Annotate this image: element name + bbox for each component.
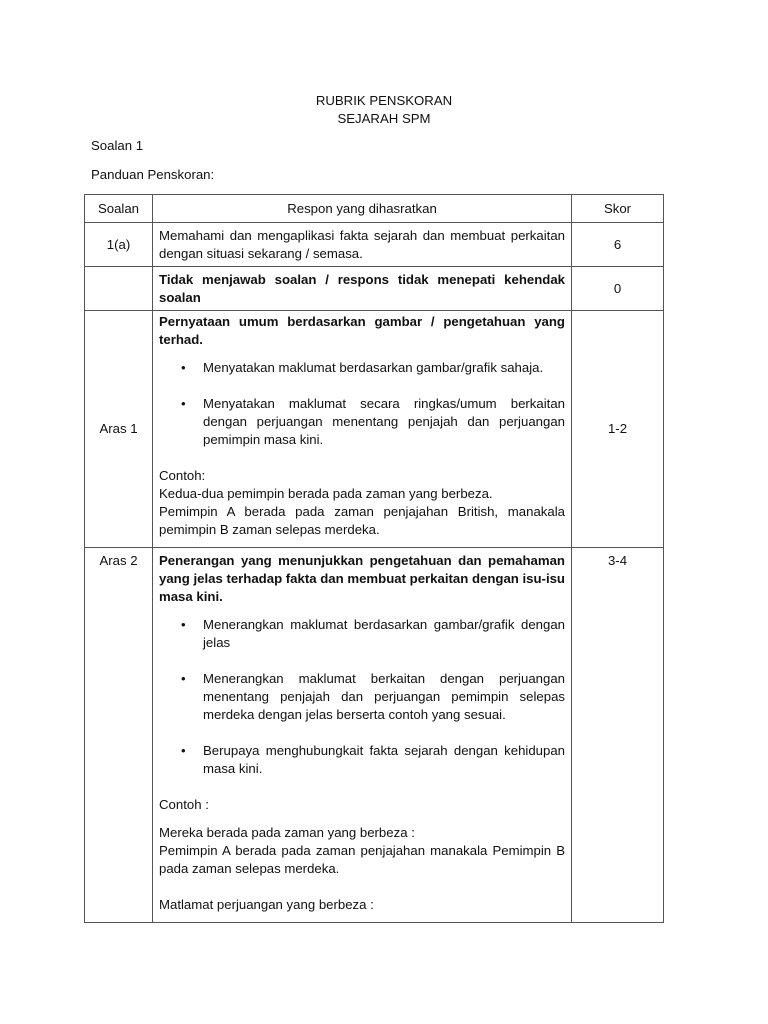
table-header-row bbox=[85, 195, 664, 223]
row-aras2-respon-cell bbox=[153, 548, 572, 923]
row-aras2-skor-cell bbox=[572, 548, 664, 923]
header-respon: Respon yang dihasratkan bbox=[153, 195, 572, 223]
row-aras1-contoh-line: Kedua-dua pemimpin berada pada zaman yang berbeza. bbox=[159, 486, 493, 501]
scoring-table bbox=[84, 194, 664, 923]
question-label: Soalan 1 bbox=[91, 138, 144, 153]
list-item: • Menyatakan maklumat berdasarkan gambar/grafik sahaja. bbox=[203, 359, 565, 377]
row-aras2-heading: Penerangan yang menunjukkan pengetahuan dan pemahaman yang jelas terhadap fakta dan membuat perkaitan dengan isu-isu masa kini. bbox=[159, 553, 565, 604]
list-item: • Menyatakan maklumat secara ringkas/umum berkaitan dengan perjuangan menentang penjajah dan perjuangan pemimpin masa kini. bbox=[203, 395, 565, 449]
row-aras1-respon-cell bbox=[153, 311, 572, 548]
guide-label: Panduan Penskoran: bbox=[91, 167, 215, 182]
table-row bbox=[85, 267, 664, 311]
row-aras1-contoh-label: Contoh: bbox=[159, 468, 206, 483]
spacer bbox=[159, 778, 565, 796]
document-title: RUBRIK PENSKORAN bbox=[315, 93, 453, 108]
spacer bbox=[159, 814, 565, 824]
row-q-respon: Memahami dan mengaplikasi fakta sejarah dan membuat perkaitan dengan situasi sekarang / semasa. bbox=[159, 227, 565, 261]
row-aras2-bullet-list bbox=[159, 616, 565, 778]
row-aras2-skor: 3-4 bbox=[607, 553, 628, 568]
row-aras2-soalan: Aras 2 bbox=[99, 553, 138, 568]
row-aras1-contoh-line: Pemimpin A berada pada zaman penjajahan British, manakala pemimpin B zaman selepas merdeka. bbox=[159, 504, 565, 537]
header-skor: Skor bbox=[572, 195, 664, 223]
row-aras2-content bbox=[153, 548, 571, 916]
table-row bbox=[85, 311, 664, 548]
row-aras2-contoh-line: Pemimpin A berada pada zaman penjajahan manakala Pemimpin B pada zaman selepas merdeka. bbox=[159, 843, 565, 876]
row-zero-respon-cell bbox=[153, 267, 572, 311]
row-zero-skor: 0 bbox=[572, 267, 664, 311]
row-aras1-bullet-list bbox=[159, 359, 565, 449]
list-item: • Menerangkan maklumat berdasarkan gambar/grafik dengan jelas bbox=[203, 616, 565, 652]
row-aras2-soalan-cell bbox=[85, 548, 153, 923]
row-aras1-soalan: Aras 1 bbox=[85, 311, 153, 548]
table-row bbox=[85, 548, 664, 923]
row-aras1-skor: 1-2 bbox=[572, 311, 664, 548]
list-item: • Menerangkan maklumat berkaitan dengan perjuangan menentang penjajah dan perjuangan pemimpin selepas merdeka dengan jelas berserta contoh yang sesuai. bbox=[203, 670, 565, 724]
row-aras1-content bbox=[153, 311, 571, 541]
row-aras1-heading: Pernyataan umum berdasarkan gambar / pengetahuan yang terhad. bbox=[159, 314, 565, 347]
row-aras2-contoh-label: Contoh : bbox=[159, 797, 209, 812]
spacer bbox=[159, 878, 565, 896]
row-zero-soalan bbox=[85, 267, 153, 311]
row-q-respon-cell bbox=[153, 223, 572, 267]
row-q-skor: 6 bbox=[572, 223, 664, 267]
document-subtitle: SEJARAH SPM bbox=[337, 111, 431, 126]
list-item: • Berupaya menghubungkait fakta sejarah dengan kehidupan masa kini. bbox=[203, 742, 565, 778]
row-aras2-closing-line: Matlamat perjuangan yang berbeza : bbox=[159, 897, 374, 912]
table-row bbox=[85, 223, 664, 267]
row-zero-respon: Tidak menjawab soalan / respons tidak menepati kehendak soalan bbox=[159, 271, 565, 305]
header-soalan: Soalan bbox=[85, 195, 153, 223]
row-q-soalan: 1(a) bbox=[85, 223, 153, 267]
spacer bbox=[159, 449, 565, 467]
row-aras2-contoh-line: Mereka berada pada zaman yang berbeza : bbox=[159, 825, 415, 840]
